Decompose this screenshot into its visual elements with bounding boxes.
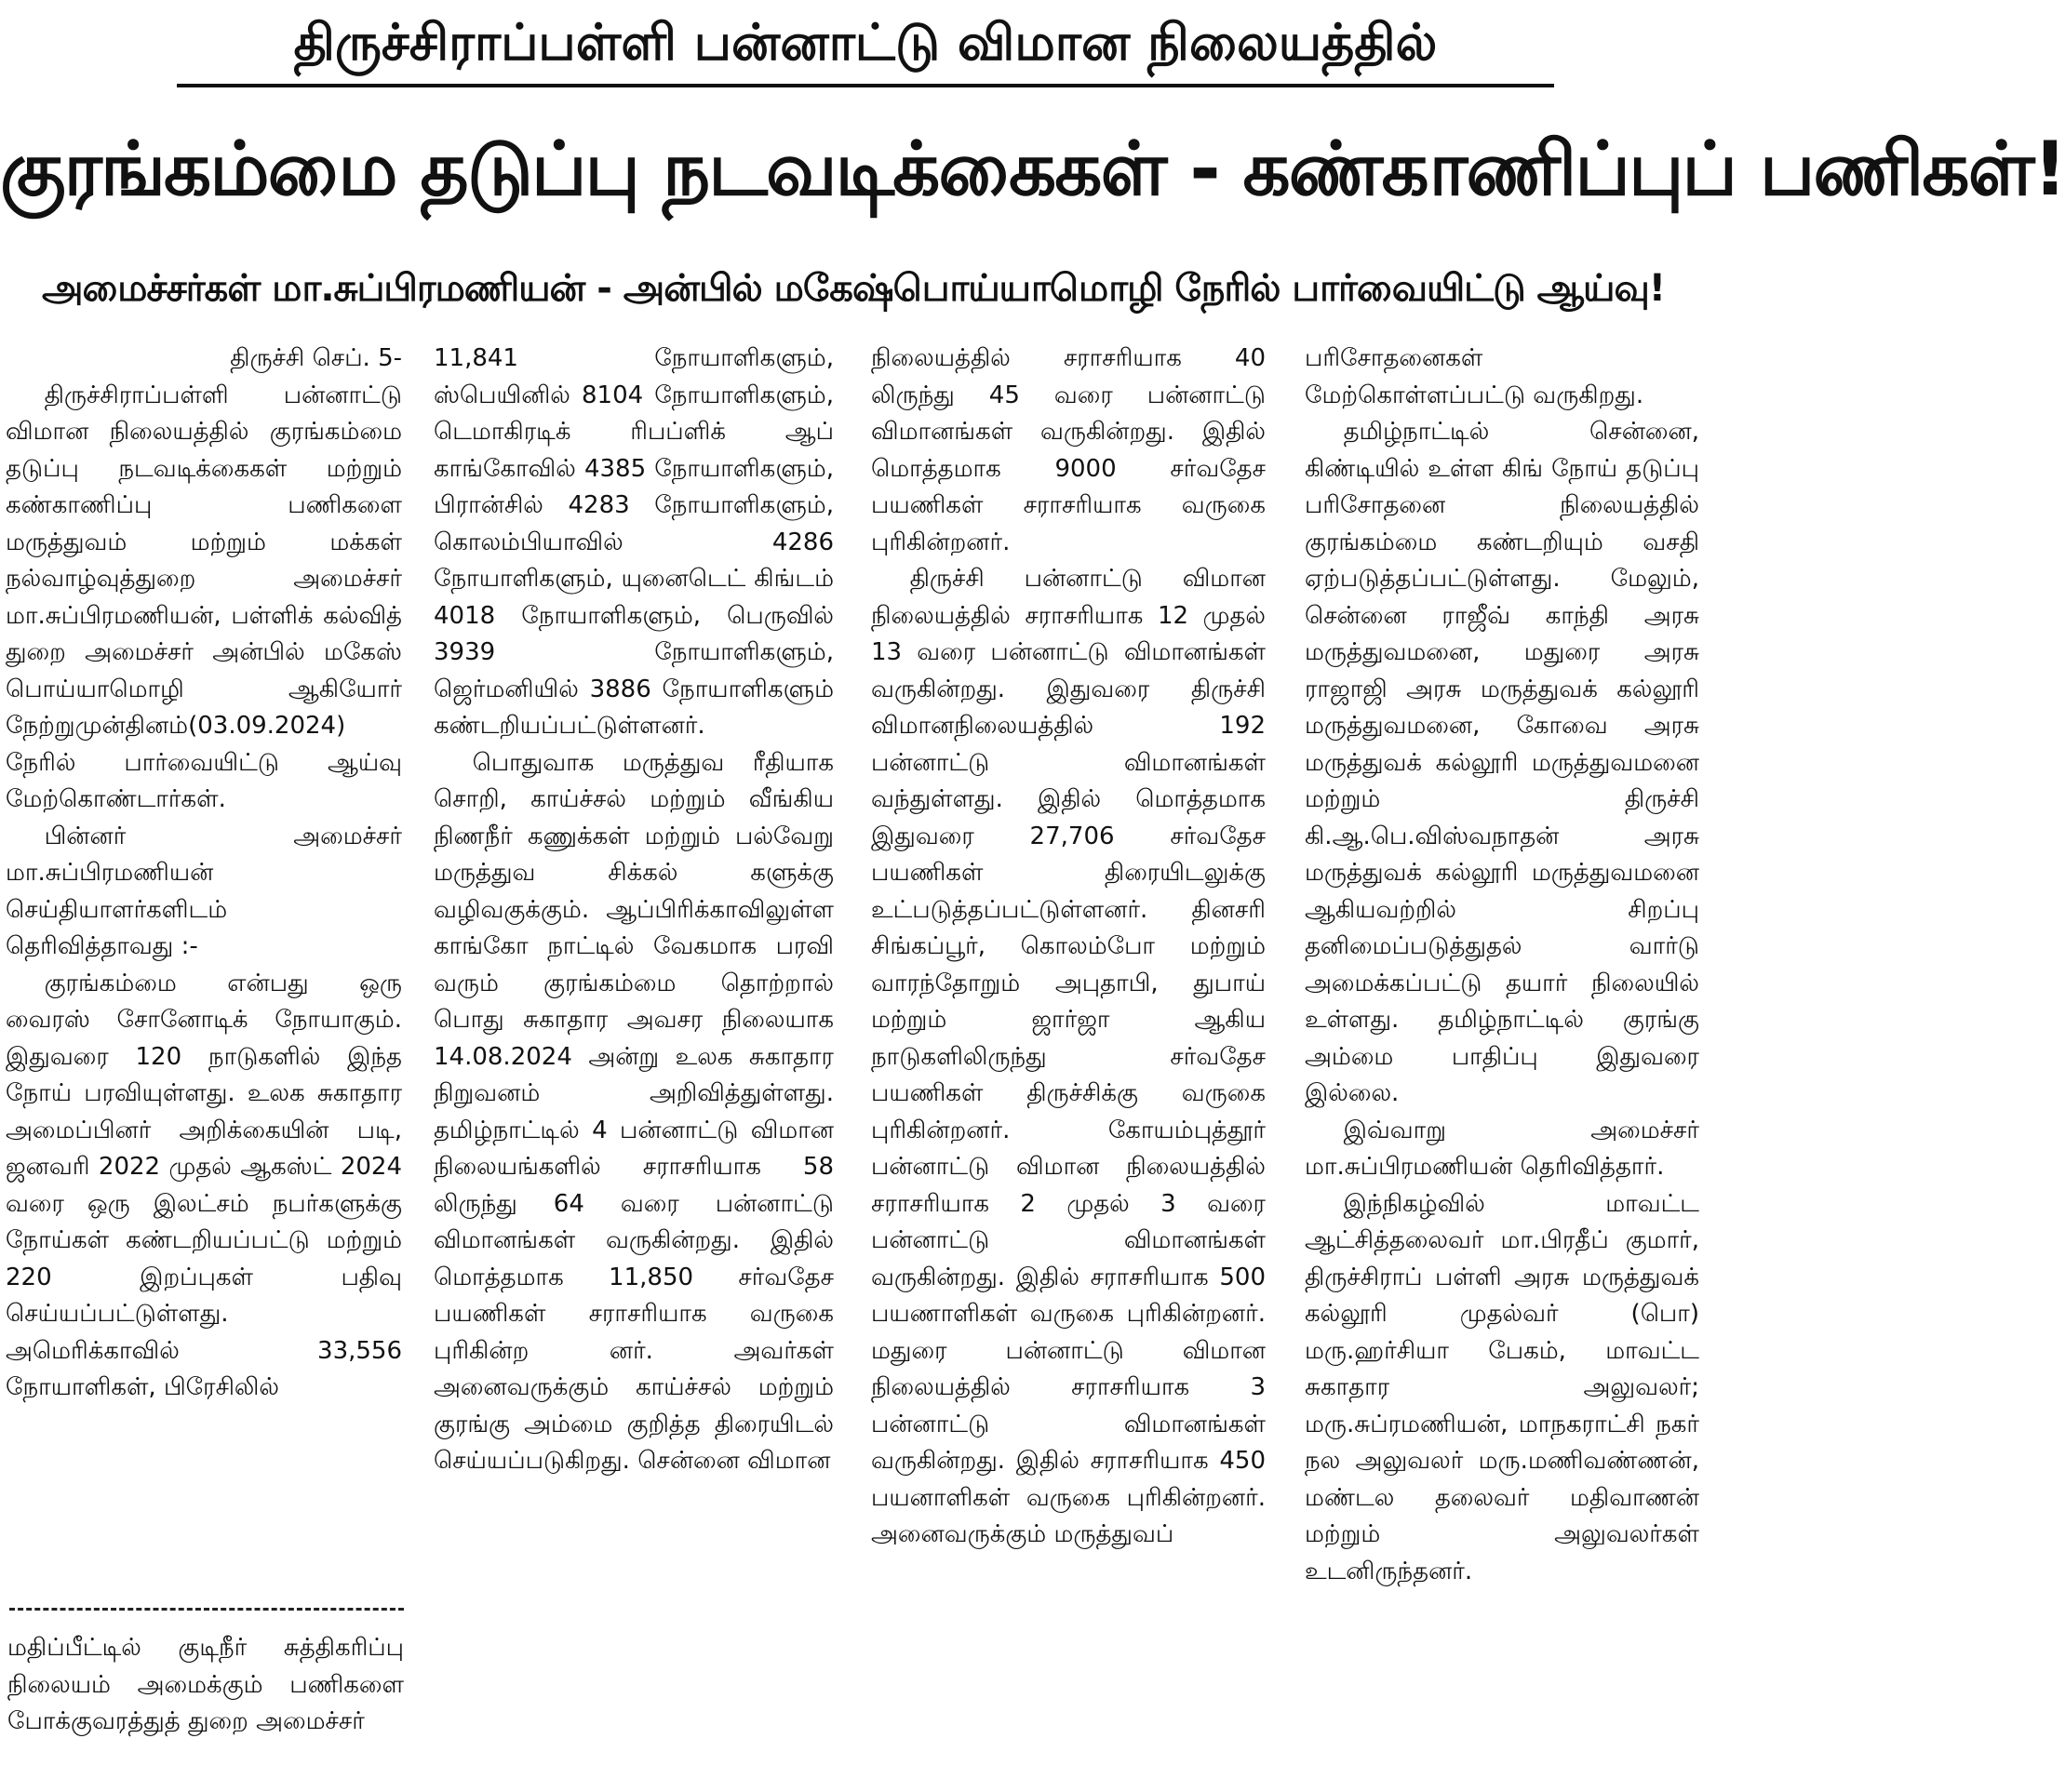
paragraph: நிலையத்தில் சராசரியாக 40 லிருந்து 45 வரை பன்னாட்டு விமானங்கள் வருகின்றது. இதில் மொத்தமாக 9000 சர்வதேச பயணிகள் சராசரியாக வருகை புரிகின்றனர்.	[871, 344, 1266, 556]
column-2	[434, 341, 834, 1792]
article-kicker: திருச்சிராப்பள்ளி பன்னாட்டு விமான நிலையத்தில்	[177, 6, 1554, 87]
column-1	[6, 341, 402, 1583]
paragraph: தமிழ்நாட்டில் சென்னை, கிண்டியில் உள்ள கிங் நோய் தடுப்பு பரிசோதனை நிலையத்தில் குரங்கம்மை கண்டறியும் வசதி ஏற்படுத்தப்பட்டுள்ளது. மேலும், சென்னை ராஜீவ் காந்தி அரசு மருத்துவமனை, மதுரை அரசு ராஜாஜி அரசு மருத்துவக் கல்லூரி மருத்துவமனை, கோவை அரசு மருத்துவக் கல்லூரி மருத்துவமனை மற்றும் திருச்சி கி.ஆ.பெ.விஸ்வநாதன் அரசு மருத்துவக் கல்லூரி மருத்துவமனை ஆகியவற்றில் சிறப்பு தனிமைப்படுத்துதல் வார்டு அமைக்கப்பட்டு தயார் நிலையில் உள்ளது. தமிழ்நாட்டில் குரங்கு அம்மை பாதிப்பு இதுவரை இல்லை.	[1305, 418, 1699, 1107]
article-subheadline: அமைச்சர்கள் மா.சுப்பிரமணியன் - அன்பில் மகேஷ்பொய்யாமொழி நேரில் பார்வையிட்டு ஆய்வு!	[41, 267, 1665, 310]
column-3	[871, 341, 1266, 1792]
paragraph: பொதுவாக மருத்துவ ரீதியாக சொறி, காய்ச்சல் மற்றும் வீங்கிய நிணநீர் கணுக்கள் மற்றும் பல்வேறு மருத்துவ சிக்கல் களுக்கு வழிவகுக்கும். ஆப்பிரிக்காவிலுள்ள காங்கோ நாட்டில் வேகமாக பரவி வரும் குரங்கம்மை தொற்றால் பொது சுகாதார அவசர நிலையாக 14.08.2024 அன்று உலக சுகாதார நிறுவனம் அறிவித்துள்ளது. தமிழ்நாட்டில் 4 பன்னாட்டு விமான நிலையங்களில் சராசரியாக 58 லிருந்து 64 வரை பன்னாட்டு விமானங்கள் வருகின்றது. இதில் மொத்தமாக 11,850 சர்வதேச பயணிகள் சராசரியாக வருகை புரிகின்ற னர். அவர்கள் அனைவருக்கும் காய்ச்சல் மற்றும் குரங்கு அம்மை குறித்த திரையிடல் செய்யப்படுகிறது. சென்னை விமான	[434, 748, 834, 1475]
article-separator	[9, 1608, 404, 1611]
column-4	[1305, 341, 1699, 1792]
dateline: திருச்சி செப். 5-	[230, 344, 402, 372]
paragraph: இவ்வாறு அமைச்சர் மா.சுப்பிரமணியன் தெரிவித்தார்.	[1305, 1116, 1699, 1181]
paragraph: இந்நிகழ்வில் மாவட்ட ஆட்சித்தலைவர் மா.பிரதீப் குமார், திருச்சிராப் பள்ளி அரசு மருத்துவக் கல்லூரி முதல்வர் (பொ) மரு.ஹர்சியா பேகம், மாவட்ட சுகாதார அலுவலர்; மரு.சுப்ரமணியன், மாநகராட்சி நகர் நல அலுவலர் மரு.மணிவண்ணன், மண்டல தலைவர் மதிவாணன் மற்றும் அலுவலர்கள் உடனிருந்தனர்.	[1305, 1189, 1699, 1585]
paragraph: திருச்சிராப்பள்ளி பன்னாட்டு விமான நிலையத்தில் குரங்கம்மை தடுப்பு நடவடிக்கைகள் மற்றும் கண்காணிப்பு பணிகளை மருத்துவம் மற்றும் மக்கள் நல்வாழ்வுத்துறை அமைச்சர் மா.சுப்பிரமணியன், பள்ளிக் கல்வித் துறை அமைச்சர் அன்பில் மகேஸ் பொய்யாமொழி ஆகியோர் நேற்றுமுன்தினம்(03.09.2024) நேரில் பார்வையிட்டு ஆய்வு மேற்கொண்டார்கள்.	[6, 381, 402, 813]
paragraph: பின்னர் அமைச்சர் மா.சுப்பிரமணியன் செய்தியாளர்களிடம் தெரிவித்தாவது :-	[6, 822, 402, 960]
paragraph: குரங்கம்மை என்பது ஒரு வைரஸ் சோனோடிக் நோயாகும். இதுவரை 120 நாடுகளில் இந்த நோய் பரவியுள்ளது. உலக சுகாதார அமைப்பினர் அறிக்கையின் படி, ஜனவரி 2022 முதல் ஆகஸ்ட் 2024 வரை ஒரு இலட்சம் நபர்களுக்கு நோய்கள் கண்டறியப்பட்டு மற்றும் 220 இறப்புகள் பதிவு செய்யப்பட்டுள்ளது. அமெரிக்காவில் 33,556 நோயாளிகள், பிரேசிலில்	[6, 969, 402, 1401]
paragraph: திருச்சி பன்னாட்டு விமான நிலையத்தில் சராசரியாக 12 முதல் 13 வரை பன்னாட்டு விமானங்கள் வருகின்றது. இதுவரை திருச்சி விமானநிலையத்தில் 192 பன்னாட்டு விமானங்கள் வந்துள்ளது. இதில் மொத்தமாக இதுவரை 27,706 சர்வதேச பயணிகள் திரையிடலுக்கு உட்படுத்தப்பட்டுள்ளனர். தினசரி சிங்கப்பூர், கொலம்போ மற்றும் வாரந்தோறும் அபுதாபி, துபாய் மற்றும் ஜார்ஜா ஆகிய நாடுகளிலிருந்து சர்வதேச பயணிகள் திருச்சிக்கு வருகை புரிகின்றனர். கோயம்புத்தூர் பன்னாட்டு விமான நிலையத்தில் சராசரியாக 2 முதல் 3 வரை பன்னாட்டு விமானங்கள் வருகின்றது. இதில் சராசரியாக 500 பயணாளிகள் வருகை புரிகின்றனர். மதுரை பன்னாட்டு விமான நிலையத்தில் சராசரியாக 3 பன்னாட்டு விமானங்கள் வருகின்றது. இதில் சராசரியாக 450 பயனாளிகள் வருகை புரிகின்றனர். அனைவருக்கும் மருத்துவப்	[871, 565, 1266, 1548]
paragraph: 11,841 நோயாளிகளும், ஸ்பெயினில் 8104 நோயாளிகளும், டெமாகிரடிக் ரிபப்ளிக் ஆப் காங்கோவில் 4385 நோயாளிகளும், பிரான்சில் 4283 நோயாளிகளும், கொலம்பியாவில் 4286 நோயாளிகளும், யுனைடெட் கிங்டம் 4018 நோயாளிகளும், பெருவில் 3939 நோயாளிகளும், ஜெர்மனியில் 3886 நோயாளிகளும் கண்டறியப்பட்டுள்ளனர்.	[434, 344, 834, 740]
other-article-snippet: மதிப்பீட்டில் குடிநீர் சுத்திகரிப்பு நிலையம் அமைக்கும் பணிகளை போக்குவரத்துத் துறை அமைச்சர்	[7, 1634, 404, 1735]
article-headline: குரங்கம்மை தடுப்பு நடவடிக்கைகள் - கண்காணிப்புப் பணிகள்!	[0, 126, 2065, 212]
paragraph: பரிசோதனைகள் மேற்கொள்ளப்பட்டு வருகிறது.	[1305, 344, 1644, 409]
